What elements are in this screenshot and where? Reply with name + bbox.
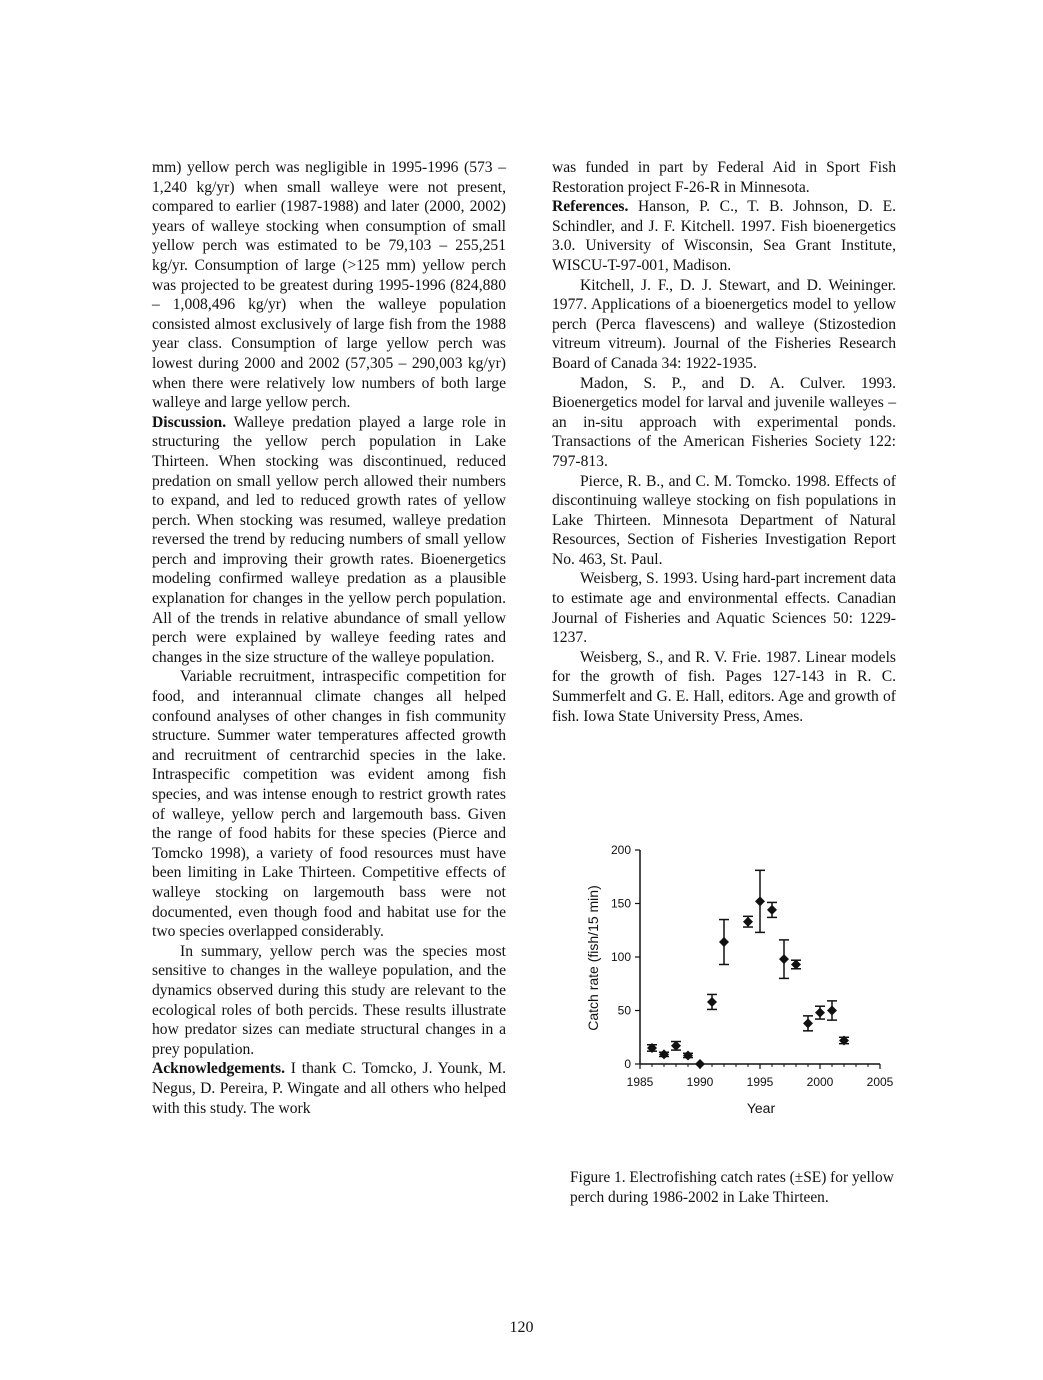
x-tick-label: 1990 xyxy=(686,1075,714,1089)
x-axis-label: Year xyxy=(746,1100,776,1116)
data-point xyxy=(671,1041,681,1051)
x-tick-label: 1985 xyxy=(626,1075,654,1089)
y-tick-label: 150 xyxy=(610,896,631,911)
section-heading: Discussion. xyxy=(152,413,227,431)
right-paragraph xyxy=(552,276,896,374)
left-paragraph xyxy=(152,413,506,668)
y-tick-label: 50 xyxy=(617,1003,631,1018)
right-paragraph xyxy=(552,374,896,472)
paragraph-text: In summary, yellow perch was the species most sensitive to changes in the walleye population, and the dynamics observed during this study are relevant to the ecological roles of both percids. These results illustrate how predator sizes can mediate structural changes in a prey population. xyxy=(152,942,506,1058)
left-paragraph xyxy=(152,667,506,941)
paragraph-text: Weisberg, S. 1993. Using hard-part increment data to estimate age and environmental effects. Canadian Journal of Fisheries and Aquatic Sciences 50: 1229-1237. xyxy=(552,570,896,647)
data-point xyxy=(659,1049,669,1059)
y-tick-label: 100 xyxy=(610,950,631,964)
right-paragraph xyxy=(552,569,896,647)
data-point xyxy=(803,1018,813,1028)
y-axis-label: Catch rate (fish/15 min) xyxy=(585,885,601,1031)
paragraph-text: Pierce, R. B., and C. M. Tomcko. 1998. Effects of discontinuing walleye stocking on fish populations in Lake Thirteen. Minnesota Department of Natural Resources, Section of Fisheries Investigation Report No. 463, St. Paul. xyxy=(552,472,896,568)
data-point xyxy=(791,959,801,969)
right-paragraph xyxy=(552,472,896,570)
x-tick-label: 1995 xyxy=(746,1075,774,1089)
right-paragraph xyxy=(552,158,896,197)
left-paragraph xyxy=(152,1059,506,1118)
data-point xyxy=(815,1008,825,1018)
paragraph-text: Weisberg, S., and R. V. Frie. 1987. Linear models for the growth of fish. Pages 127-143 in R. C. Summerfelt and G. E. Hall, editors. Age and growth of fish. Iowa State University Press, Ames. xyxy=(552,648,896,725)
section-heading: References. xyxy=(552,198,629,216)
right-paragraph xyxy=(552,197,896,275)
data-point xyxy=(683,1050,693,1060)
paragraph-text: Madon, S. P., and D. A. Culver. 1993. Bioenergetics model for larval and juvenile walleyes – an in-situ approach with experimental ponds. Transactions of the American Fisheries Society 122: 797-813. xyxy=(552,374,896,470)
y-tick-label: 0 xyxy=(624,1057,631,1071)
left-paragraph xyxy=(152,158,506,413)
paragraph-text: Variable recruitment, intraspecific competition for food, and interannual climate changes all helped confound analyses of other changes in fish community structure. Summer water temperatures affected growth and recruitment of centrarchid species in the lake. Intraspecific competition was evident among fish species, and was intense enough to restrict growth rates of walleye, yellow perch and largemouth bass. Given the range of food habits for these species (Pierce and Tomcko 1998), a variety of food resources must have been limiting in Lake Thirteen. Competitive effects of walleye stocking on largemouth bass were not documented, even though food and habitat use for the two species overlapped considerably. xyxy=(152,668,506,941)
page-number: 120 xyxy=(509,1319,534,1336)
y-tick-label: 200 xyxy=(610,843,631,857)
x-tick-label: 2000 xyxy=(806,1075,834,1089)
section-heading: Acknowledgements. xyxy=(152,1060,285,1078)
figure-caption: Figure 1. Electrofishing catch rates (±SE) for yellow perch during 1986-2002 in Lake Thirteen. xyxy=(570,1169,894,1206)
right-column xyxy=(552,158,896,726)
paragraph-text: was funded in part by Federal Aid in Sport Fish Restoration project F-26-R in Minnesota. xyxy=(552,159,896,196)
left-paragraph xyxy=(152,942,506,1060)
right-paragraph xyxy=(552,648,896,726)
data-point xyxy=(719,937,729,947)
data-point xyxy=(767,905,777,915)
data-point xyxy=(755,896,765,906)
data-point xyxy=(827,1006,837,1016)
left-column xyxy=(152,158,506,1118)
paragraph-text: mm) yellow perch was negligible in 1995-1996 (573 – 1,240 kg/yr) when small walleye were not present, compared to earlier (1987-1988) and later (2000, 2002) years of walleye stocking when consumption of small yellow perch was estimated to be 79,103 – 255,251 kg/yr. Consumption of large (>125 mm) yellow perch was projected to be greatest during 1995-1996 (824,880 – 1,008,496 kg/yr) when the walleye population consisted almost exclusively of large fish from the 1988 year class. Consumption of large yellow perch was lowest during 2000 and 2002 (57,305 – 290,003 kg/yr) when there were relatively low numbers of both large walleye and large yellow perch. xyxy=(152,159,506,412)
data-point xyxy=(695,1059,705,1069)
data-point xyxy=(707,997,717,1007)
catch-rate-chart xyxy=(578,836,898,1126)
paragraph-text: Hanson, P. C., T. B. Johnson, D. E. Schindler, and J. F. Kitchell. 1997. Fish bioenergetics 3.0. University of Wisconsin, Sea Grant Institute, WISCU-T-97-001, Madison. xyxy=(552,198,896,274)
x-tick-label: 2005 xyxy=(866,1075,894,1089)
paragraph-text: Walleye predation played a large role in structuring the yellow perch population in Lake Thirteen. When stocking was discontinued, reduced predation on small yellow perch allowed their numbers to expand, and led to reduced growth rates of yellow perch. When stocking was resumed, walleye predation reversed the trend by reducing numbers of small yellow perch and improving their growth rates. Bioenergetics modeling confirmed walleye predation as a plausible explanation for changes in the yellow perch population. All of the trends in relative abundance of small yellow perch were explained by walleye feeding rates and changes in the size structure of the walleye population. xyxy=(152,413,506,666)
data-point xyxy=(779,954,789,964)
paragraph-text: Kitchell, J. F., D. J. Stewart, and D. Weininger. 1977. Applications of a bioenergetics model to yellow perch (Perca flavescens) and walleye (Stizostedion vitreum vitreum). Journal of the Fisheries Research Board of Canada 34: 1922-1935. xyxy=(552,276,896,372)
paragraph-text: I thank C. Tomcko, J. Younk, M. Negus, D. Pereira, P. Wingate and all others who helped with this study. The work xyxy=(152,1060,506,1117)
data-point xyxy=(743,917,753,927)
